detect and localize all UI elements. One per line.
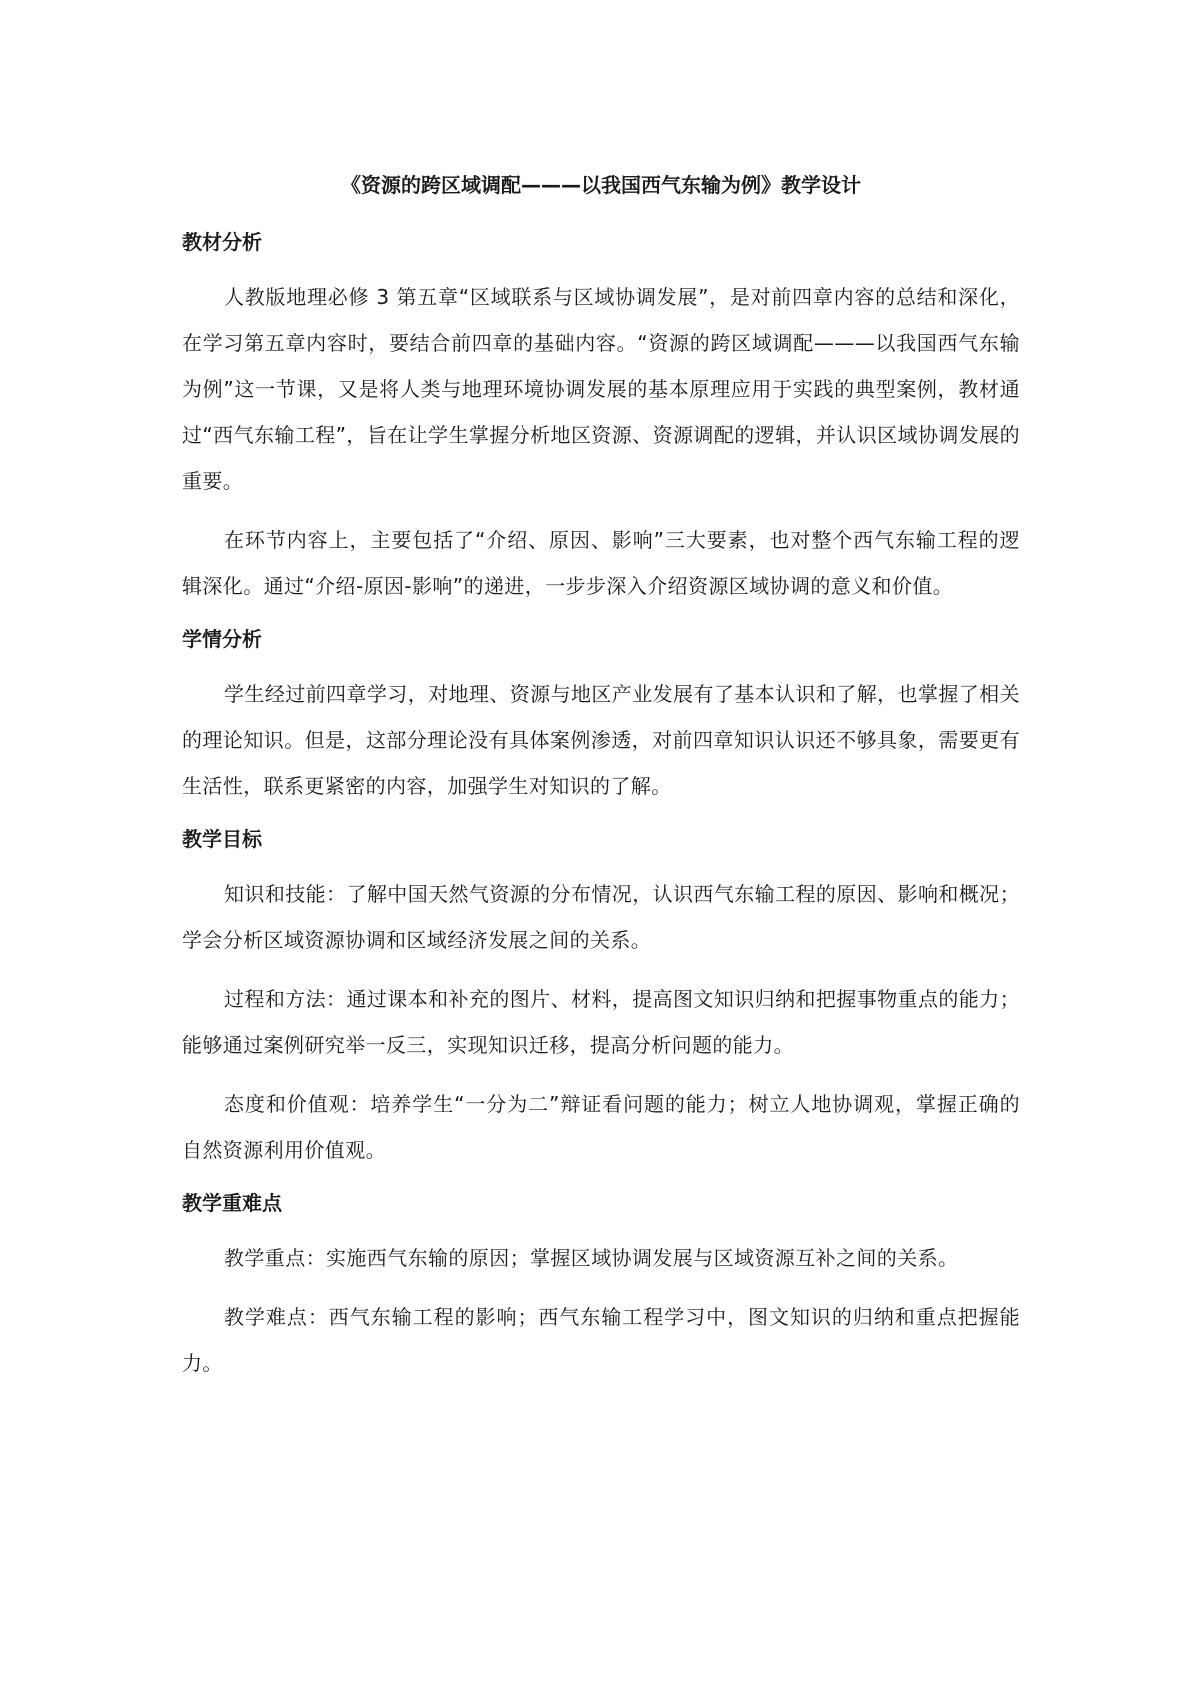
section-heading: 教学目标 bbox=[182, 827, 262, 851]
document-title: 《资源的跨区域调配———以我国西气东输为例》教学设计 bbox=[341, 173, 861, 197]
paragraph: 教学重点：实施西气东输的原因；掌握区域协调发展与区域资源互补之间的关系。 bbox=[224, 1246, 959, 1270]
section-heading: 教材分析 bbox=[182, 230, 262, 254]
paragraph: 态度和价值观：培养学生“一分为二”辩证看问题的能力；树立人地协调观，掌握正确的自然资源利用价值观。 bbox=[182, 1092, 1020, 1162]
document-page bbox=[182, 170, 1020, 1399]
section-heading: 学情分析 bbox=[182, 627, 262, 651]
paragraph: 过程和方法：通过课本和补充的图片、材料，提高图文知识归纳和把握事物重点的能力；能够通过案例研究举一反三，实现知识迁移，提高分析问题的能力。 bbox=[182, 987, 1020, 1057]
section-textbook-analysis bbox=[182, 227, 1020, 609]
section-heading: 教学重难点 bbox=[182, 1191, 282, 1215]
paragraph: 在环节内容上，主要包括了“介绍、原因、影响”三大要素，也对整个西气东输工程的逻辑深化。通过“介绍-原因-影响”的递进，一步步深入介绍资源区域协调的意义和价值。 bbox=[182, 528, 1020, 598]
section-teaching-objectives bbox=[182, 824, 1020, 1173]
paragraph: 人教版地理必修 3 第五章“区域联系与区域协调发展”，是对前四章内容的总结和深化，在学习第五章内容时，要结合前四章的基础内容。“资源的跨区域调配———以我国西气东输为例”这一节课，又是将人类与地理环境协调发展的基本原理应用于实践的典型案例，教材通过“西气东输工程”，旨在让学生掌握分析地区资源、资源调配的逻辑，并认识区域协调发展的重要。 bbox=[182, 285, 1020, 493]
section-key-difficult-points bbox=[182, 1188, 1020, 1386]
paragraph: 教学难点：西气东输工程的影响；西气东输工程学习中，图文知识的归纳和重点把握能力。 bbox=[182, 1305, 1020, 1375]
section-student-analysis bbox=[182, 624, 1020, 809]
paragraph: 学生经过前四章学习，对地理、资源与地区产业发展有了基本认识和了解，也掌握了相关的理论知识。但是，这部分理论没有具体案例渗透，对前四章知识认识还不够具象，需要更有生活性，联系更紧密的内容，加强学生对知识的了解。 bbox=[182, 682, 1020, 798]
paragraph: 知识和技能：了解中国天然气资源的分布情况，认识西气东输工程的原因、影响和概况；学会分析区域资源协调和区域经济发展之间的关系。 bbox=[182, 882, 1020, 952]
